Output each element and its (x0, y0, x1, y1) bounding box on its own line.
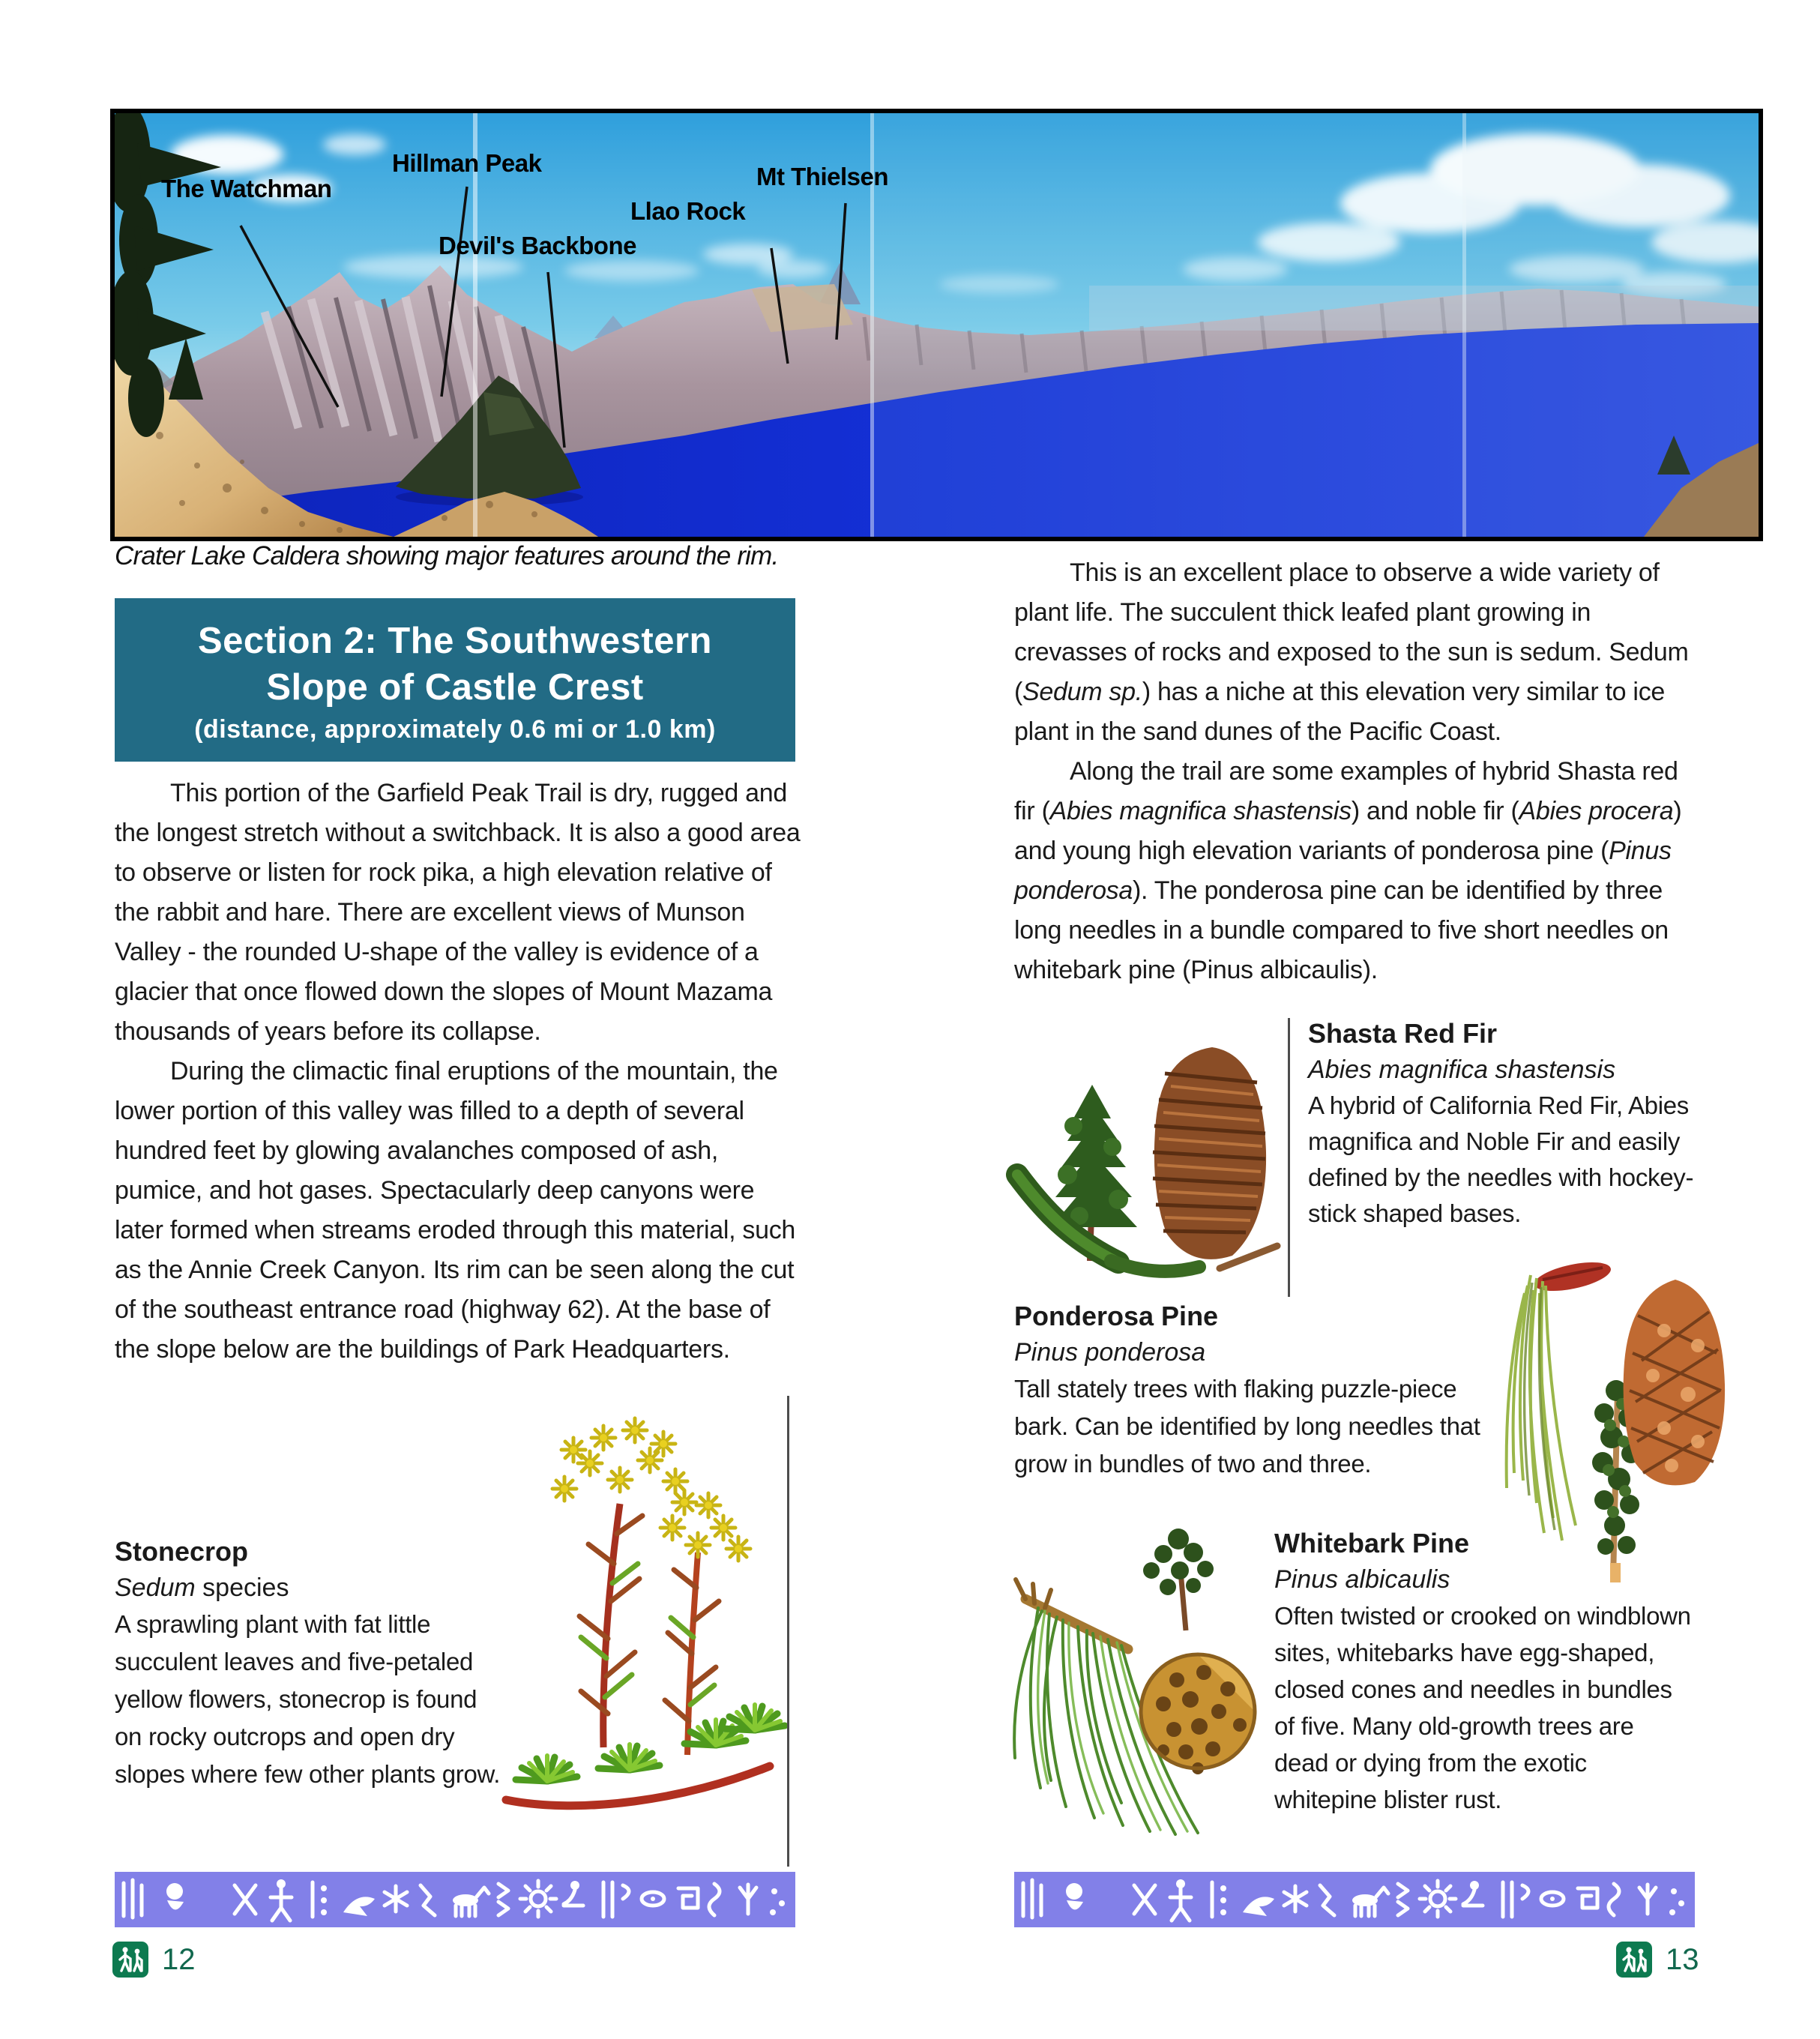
text-run: ). The ponderosa pine can be identified by three long needles in a bundle compared to five short needles on whitebark pine (Pinus albicaulis). (1014, 876, 1669, 984)
peak-label-mt-thielsen: Mt Thielsen (756, 163, 889, 190)
photo-caption: Crater Lake Caldera showing major features around the rim. (115, 541, 779, 570)
peak-label-watchman: The Watchman (161, 175, 332, 202)
section-title-line1: Section 2: The Southwestern (198, 621, 712, 661)
whitebark-pine-block (1274, 1526, 1694, 1818)
right-paragraph-1 (1014, 553, 1693, 752)
latin-run: Abies magnifica shastensis (1049, 797, 1352, 825)
shasta-red-fir-block (1308, 1016, 1702, 1232)
stonecrop-block (115, 1534, 504, 1793)
peak-label-hillman: Hillman Peak (392, 149, 542, 177)
section-title-line2: Slope of Castle Crest (266, 667, 644, 708)
text-run: ) and young high elevation variants of ponderosa pine ( (1014, 797, 1682, 865)
petroglyph-symbols (115, 1872, 795, 1927)
plant-name-ponderosa: Ponderosa Pine (1014, 1301, 1219, 1331)
text-run: This is an excellent place to observe a wide variety of plant life. The succulent thick leafed plant growing in crevasses of rocks and exposed to the sun is sedum. Sedum ( (1014, 558, 1689, 706)
latin-run: Abies procera (1519, 797, 1674, 825)
stonecrop-divider-rule (787, 1396, 789, 1867)
petroglyph-band-left (115, 1872, 795, 1927)
petroglyph-symbols (1014, 1872, 1695, 1927)
hiker-badge-icon-right (1616, 1942, 1652, 1978)
plant-name-stonecrop: Stonecrop (115, 1536, 249, 1567)
ponderosa-pine-block (1014, 1298, 1509, 1483)
left-paragraph-1: This portion of the Garfield Peak Trail is dry, rugged and the longest stretch without a switchback. It is also a good area to observe or listen for rock pika, a high elevation relative of the rabbit and hare. There are excellent views of Munson Valley - the rounded U-shape of the valley is evidence of a glacier that once flowed down the slopes of Mount Mazama thousands of years before its collapse. (115, 779, 801, 1046)
right-paragraph-2 (1014, 752, 1693, 990)
shasta-red-fir-illustration (998, 1014, 1287, 1298)
stonecrop-illustration (491, 1391, 787, 1822)
plant-desc-ponderosa: Tall stately trees with flaking puzzle-piece bark. Can be identified by long needles that grow in bundles of two and three. (1014, 1375, 1480, 1478)
petroglyph-band-right (1014, 1872, 1695, 1927)
plant-latin-whitebark: Pinus albicaulis (1274, 1565, 1450, 1594)
plant-desc-shasta: A hybrid of California Red Fir, Abies magnifica and Noble Fir and easily defined by the needles with hockey-stick shaped bases. (1308, 1091, 1694, 1227)
crater-lake-photo (110, 109, 1763, 541)
latin-run: Sedum (115, 1573, 196, 1602)
plant-latin-stonecrop (115, 1570, 504, 1606)
peak-label-devils-backbone: Devil's Backbone (439, 232, 636, 259)
text-run: species (195, 1573, 289, 1602)
left-column (115, 774, 803, 1370)
latin-run: Pinus ponderosa (1014, 837, 1672, 905)
plant-desc-stonecrop: A sprawling plant with fat little succulent leaves and five-petaled yellow flowers, stonecrop is found on rocky outcrops and open dry slopes where few other plants grow. (115, 1610, 501, 1788)
crater-lake-panorama-art (115, 113, 1759, 537)
right-column (1014, 553, 1693, 990)
left-paragraph-2: During the climactic final eruptions of the mountain, the lower portion of this valley was filled to a depth of several hundred feet by glowing avalanches composed of ash, pumice, and hot gases. Spectacularly deep canyons were later formed when streams eroded through this material, such as the Annie Creek Canyon. Its rim can be seen along the cut of the southeast entrance road (highway 62). At the base of the slope below are the buildings of Park Headquarters. (115, 1057, 796, 1364)
section-title-line3: (distance, approximately 0.6 mi or 1.0 km) (194, 715, 716, 744)
latin-run: Sedum sp. (1022, 678, 1142, 706)
plant-name-shasta: Shasta Red Fir (1308, 1018, 1498, 1049)
text-run: Along the trail are some examples of hybrid Shasta red fir ( (1014, 757, 1678, 825)
plant-desc-whitebark: Often twisted or crooked on windblown sites, whitebarks have egg-shaped, closed cones and needles in bundles of five. Many old-growth trees are dead or dying from the exotic whitepine blister rust. (1274, 1602, 1691, 1813)
whitebark-pine-illustration (997, 1511, 1274, 1859)
peak-label-llao-rock: Llao Rock (630, 197, 746, 225)
plant-latin-ponderosa: Pinus ponderosa (1014, 1338, 1206, 1367)
shasta-divider-rule (1288, 1018, 1290, 1297)
page-number-right: 13 (1666, 1943, 1699, 1976)
hiker-badge-icon-left (112, 1942, 148, 1978)
text-run: ) has a niche at this elevation very similar to ice plant in the sand dunes of the Pacific Coast. (1014, 678, 1665, 746)
plant-latin-shasta: Abies magnifica shastensis (1308, 1055, 1616, 1084)
section-header (115, 598, 795, 762)
text-run: ) and noble fir ( (1351, 797, 1519, 825)
plant-name-whitebark: Whitebark Pine (1274, 1528, 1470, 1558)
page-number-left: 12 (162, 1943, 196, 1976)
